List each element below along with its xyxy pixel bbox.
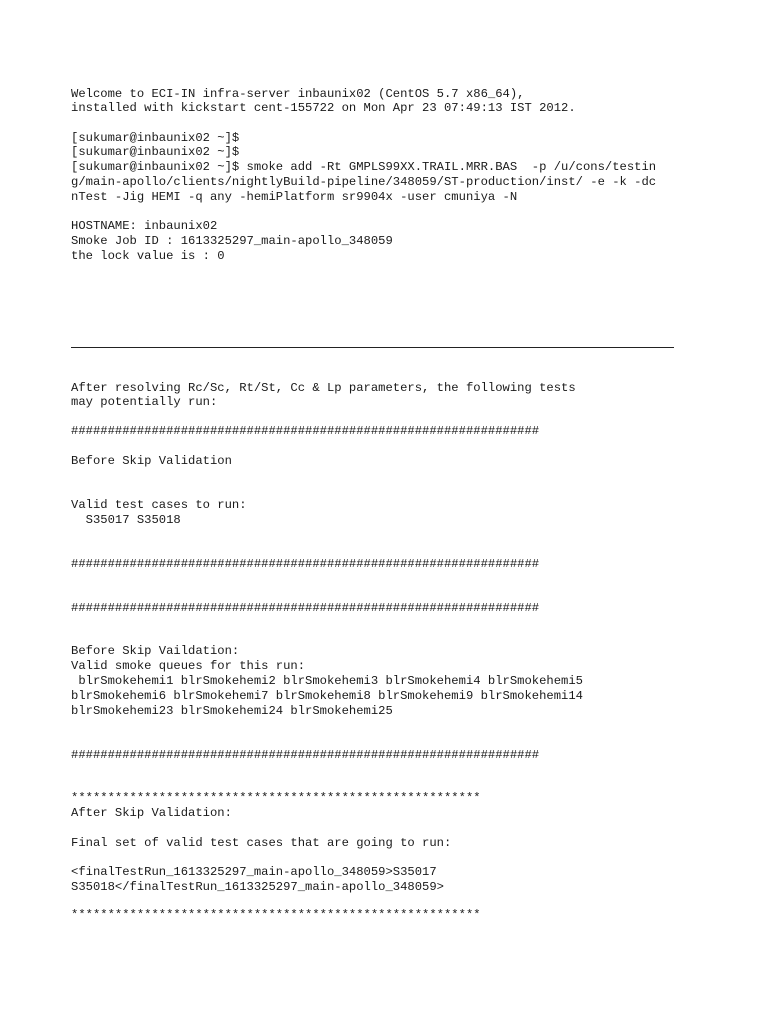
hash-rule-2: ################################################################ [71,557,540,571]
hostname-line: HOSTNAME: inbaunix02 [71,219,218,233]
after-skip-heading: After Skip Validation: [71,806,232,820]
welcome-line-2: installed with kickstart cent-155722 on Mon Apr 23 07:49:13 IST 2012. [71,101,576,115]
smoke-command-line-1: [sukumar@inbaunix02 ~]$ smoke add -Rt GMPLS99XX.TRAIL.MRR.BAS -p /u/cons/testin [71,160,657,174]
lock-value-line: the lock value is : 0 [71,249,225,263]
smoke-command-line-3: nTest -Jig HEMI -q any -hemiPlatform sr9904x -user cmuniya -N [71,190,518,204]
resolve-line-2: may potentially run: [71,395,218,409]
final-test-run-line-2: S35018</finalTestRun_1613325297_main-apollo_348059> [71,880,444,894]
star-rule-2: ******************************************************** [71,908,481,922]
shell-prompt-2: [sukumar@inbaunix02 ~]$ [71,145,240,159]
before-skip-heading: Before Skip Validation [71,454,232,468]
horizontal-divider [71,347,674,348]
final-test-run-line-1: <finalTestRun_1613325297_main-apollo_348059>S35017 [71,865,437,879]
queues-line-2: blrSmokehemi6 blrSmokehemi7 blrSmokehemi8 blrSmokehemi9 blrSmokehemi14 [71,689,583,703]
hash-rule-4: ################################################################ [71,748,540,762]
hash-rule-3: ################################################################ [71,601,540,615]
resolve-line-1: After resolving Rc/Sc, Rt/St, Cc & Lp parameters, the following tests [71,381,576,395]
welcome-line-1: Welcome to ECI-IN infra-server inbaunix02 (CentOS 5.7 x86_64), [71,87,525,101]
final-tests-label: Final set of valid test cases that are going to run: [71,836,452,850]
shell-prompt-1: [sukumar@inbaunix02 ~]$ [71,131,240,145]
queues-line-1: blrSmokehemi1 blrSmokehemi2 blrSmokehemi3 blrSmokehemi4 blrSmokehemi5 [71,674,583,688]
smoke-command-line-2: g/main-apollo/clients/nightlyBuild-pipeline/348059/ST-production/inst/ -e -k -dc [71,175,657,189]
valid-tests-label: Valid test cases to run: [71,498,247,512]
hash-rule-1: ################################################################ [71,424,540,438]
valid-tests-list: S35017 S35018 [71,513,181,527]
queues-heading: Before Skip Vaildation: [71,644,240,658]
star-rule-1: ******************************************************** [71,791,481,805]
queues-label: Valid smoke queues for this run: [71,659,306,673]
queues-line-3: blrSmokehemi23 blrSmokehemi24 blrSmokehemi25 [71,704,393,718]
smoke-job-id-line: Smoke Job ID : 1613325297_main-apollo_348059 [71,234,393,248]
